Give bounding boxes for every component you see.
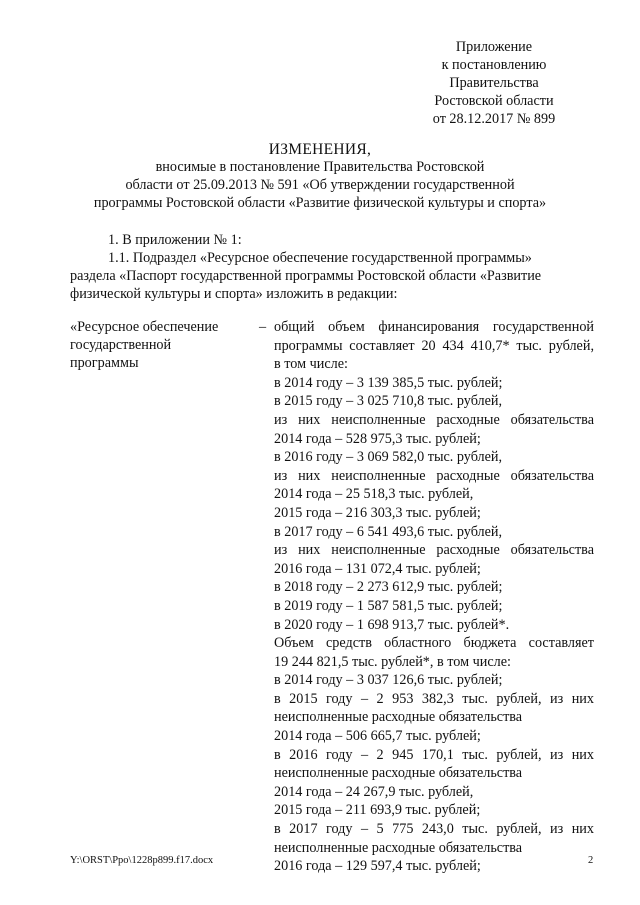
funding-line: 2014 года – 25 518,3 тыс. рублей,	[274, 486, 474, 503]
funding-line: 2014 года – 528 975,3 тыс. рублей;	[274, 430, 481, 447]
funding-line: в 2017 году – 6 541 493,6 тыс. рублей,	[274, 523, 503, 540]
funding-line: общий объем финансирования государственной	[274, 319, 594, 335]
funding-line: из них неисполненные расходные обязательства	[274, 411, 594, 428]
footer-file-path: Y:\ORST\Ppo\1228p899.f17.docx	[70, 855, 214, 866]
appendix-header	[420, 38, 568, 128]
funding-line: 2016 года – 131 072,4 тыс. рублей;	[274, 560, 481, 577]
funding-line: 2014 года – 506 665,7 тыс. рублей;	[274, 728, 481, 745]
funding-line: неисполненные расходные обязательства	[274, 839, 523, 856]
funding-line: 19 244 821,5 тыс. рублей*, в том числе:	[274, 653, 511, 670]
funding-line: в 2017 году – 5 775 243,0 тыс. рублей, из них	[274, 821, 594, 838]
funding-line: 2016 года – 129 597,4 тыс. рублей;	[274, 858, 481, 875]
funding-line: в 2020 году – 1 698 913,7 тыс. рублей*.	[274, 616, 510, 633]
appendix-line: к постановлению	[441, 57, 547, 73]
subtitle-line: программы Ростовской области «Развитие физической культуры и спорта»	[93, 195, 547, 211]
subtitle-line: вносимые в постановление Правительства Ростовской	[155, 159, 485, 175]
resource-label-line: государственной	[70, 337, 172, 353]
funding-line: в 2014 году – 3 139 385,5 тыс. рублей;	[274, 374, 503, 391]
paragraph-line: 1.1. Подраздел «Ресурсное обеспечение государственной программы»	[108, 250, 532, 266]
paragraph-line: раздела «Паспорт государственной программы Ростовской области «Развитие	[70, 268, 542, 284]
funding-line: программы составляет 20 434 410,7* тыс. рублей,	[274, 337, 594, 354]
resource-label	[70, 318, 270, 372]
subtitle-line: области от 25.09.2013 № 591 «Об утверждении государственной	[125, 177, 515, 193]
resource-label-line: программы	[70, 355, 139, 371]
funding-line: неисполненные расходные обязательства	[274, 709, 523, 726]
funding-line: в 2016 году – 3 069 582,0 тыс. рублей,	[274, 449, 503, 466]
appendix-line: от 28.12.2017 № 899	[432, 111, 556, 127]
resource-label-line: «Ресурсное обеспечение	[70, 319, 219, 335]
funding-line: в 2019 году – 1 587 581,5 тыс. рублей;	[274, 597, 503, 614]
funding-line: в том числе:	[274, 356, 348, 373]
funding-line: из них неисполненные расходные обязательства	[274, 542, 594, 559]
funding-line: в 2015 году – 2 953 382,3 тыс. рублей, из них	[274, 690, 594, 707]
funding-line: из них неисполненные расходные обязательства	[274, 467, 594, 484]
appendix-line: Ростовской области	[434, 93, 554, 109]
appendix-line: Приложение	[455, 39, 533, 55]
funding-line: в 2018 году – 2 273 612,9 тыс. рублей;	[274, 579, 503, 596]
funding-line: в 2016 году – 2 945 170,1 тыс. рублей, из них	[274, 746, 594, 763]
appendix-line: Правительства	[449, 75, 539, 91]
document-title: ИЗМЕНЕНИЯ,	[268, 141, 372, 158]
dash-separator: –	[259, 319, 267, 335]
funding-line: в 2014 году – 3 037 126,6 тыс. рублей;	[274, 672, 503, 689]
funding-line: 2015 года – 211 693,9 тыс. рублей;	[274, 802, 481, 819]
funding-line: 2014 года – 24 267,9 тыс. рублей,	[274, 783, 474, 800]
paragraph-line: физической культуры и спорта» изложить в редакции:	[70, 286, 398, 302]
document-subtitle	[60, 158, 580, 212]
paragraph-line: 1. В приложении № 1:	[108, 232, 242, 248]
funding-line: Объем средств областного бюджета составляет	[274, 635, 594, 652]
page-number: 2	[588, 855, 594, 866]
funding-line: в 2015 году – 3 025 710,8 тыс. рублей,	[274, 393, 503, 410]
funding-line: 2015 года – 216 303,3 тыс. рублей;	[274, 504, 481, 521]
funding-line: неисполненные расходные обязательства	[274, 765, 523, 782]
funding-details	[274, 318, 594, 876]
